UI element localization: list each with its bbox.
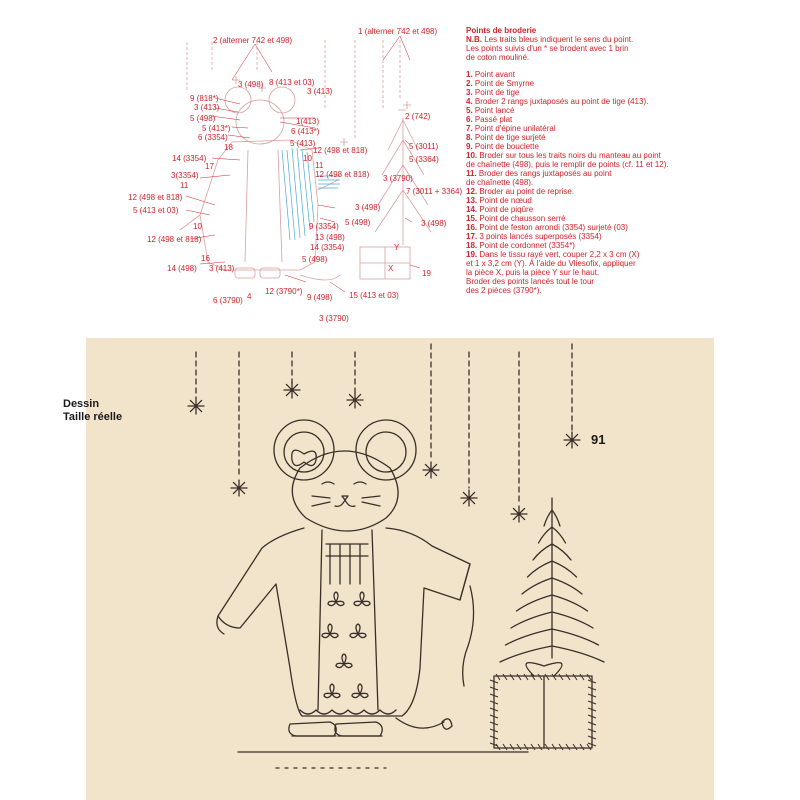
callout: 3(3354): [171, 171, 199, 180]
diagram-drawing: [0, 0, 470, 335]
legend-item: [466, 106, 716, 115]
callout: 3 (3790): [383, 174, 413, 183]
legend-list: [466, 70, 716, 295]
legend-item-text: Broder des rangs juxtaposés au point: [476, 169, 612, 178]
callout: 1 (alterner 742 et 498): [358, 27, 438, 36]
legend-item: [466, 70, 716, 79]
snowflake-star: [461, 490, 477, 506]
legend-item-number: 11.: [466, 169, 477, 178]
legend-note-line: Les points suivis d'un * se brodent avec 1 brin: [466, 44, 629, 53]
callout: 5 (3364): [409, 155, 439, 164]
legend-item-text: Point lancé: [472, 106, 515, 115]
callout: 4: [247, 292, 252, 301]
legend-item-text: Point de nœud: [477, 196, 532, 205]
legend-item: [466, 178, 716, 187]
legend-item-number: 4.: [466, 97, 473, 106]
legend-item-number: 5.: [466, 106, 473, 115]
legend-item: [466, 124, 716, 133]
callout: 10: [303, 154, 312, 163]
legend-item-text: Point de piqûre: [477, 205, 534, 214]
pattern-caption: [63, 398, 122, 424]
page-number: 91: [591, 432, 606, 447]
legend-item-text: Point d'épine unilatéral: [472, 124, 556, 133]
callout: 2 (742): [405, 112, 431, 121]
callout: 5 (413*): [202, 124, 231, 133]
legend-item: [466, 241, 716, 250]
dress-flower: [352, 684, 368, 698]
legend-item-number: 8.: [466, 133, 473, 142]
legend-item-text: Broder au point de reprise.: [477, 187, 575, 196]
legend-item: [466, 214, 716, 223]
legend-item: [466, 250, 716, 259]
legend-item: [466, 79, 716, 88]
snowflake-star: [347, 392, 363, 408]
legend-item-number: 3.: [466, 88, 473, 97]
callout: 3 (498): [421, 219, 447, 228]
callout: 5 (498): [302, 255, 328, 264]
callout: 5 (413 et 03): [133, 206, 179, 215]
nb-text: Les traits bleus indiquent le sens du point.: [482, 35, 634, 44]
legend-item-number: 10.: [466, 151, 478, 160]
legend-item: [466, 196, 716, 205]
callout: 14 (3354): [172, 154, 207, 163]
legend-item-text: de chaînette (498), puis le remplir de points (cf. 11 et 12).: [466, 160, 669, 169]
callout: 17: [205, 162, 214, 171]
legend-item-number: 16.: [466, 223, 478, 232]
legend-item: [466, 133, 716, 142]
callout: 14 (498): [167, 264, 197, 273]
callout-x-piece: X: [388, 264, 394, 273]
legend-item-text: Point de feston arrondi (3354) surjeté (03): [477, 223, 628, 232]
callout: 18: [224, 143, 233, 152]
snowflake-star: [284, 382, 300, 398]
callout: 5 (498): [190, 114, 216, 123]
legend-item: [466, 97, 716, 106]
legend-item-text: la pièce X, puis la pièce Y sur le haut.: [466, 268, 600, 277]
callout: 12 (498 et 818): [315, 170, 370, 179]
legend-item-text: de chaînette (498).: [466, 178, 534, 187]
callout: 6 (3354): [198, 133, 228, 142]
callout: 12 (498 et 818): [128, 193, 183, 202]
dress-flower: [354, 592, 370, 606]
nb-label: N.B.: [466, 35, 482, 44]
callout: 3 (413): [307, 87, 333, 96]
callout: 3 (498): [355, 203, 381, 212]
caption-subtitle: Taille réelle: [63, 411, 123, 423]
callout: 2 (alterner 742 et 498): [213, 36, 293, 45]
legend-item-text: Point de cordonnet (3354*): [477, 241, 575, 250]
legend-title: Points de broderie: [466, 26, 537, 35]
legend-note-line: de coton mouliné.: [466, 53, 530, 62]
legend-item-text: Passé plat: [472, 115, 513, 124]
legend-item-number: 9.: [466, 142, 473, 151]
callout-y-piece: Y: [394, 243, 400, 252]
dress-flower: [322, 624, 338, 638]
legend-item: [466, 286, 716, 295]
callout: 15 (413 et 03): [349, 291, 399, 300]
callout: 11: [180, 181, 189, 190]
legend-item-text: 3 points lancés superposés (3354): [477, 232, 602, 241]
legend-item-text: Dans le tissu rayé vert, couper 2,2 x 3 cm (X): [477, 250, 640, 259]
callout: 10: [193, 222, 202, 231]
dress-flower: [328, 592, 344, 606]
snowflake-star: [511, 506, 527, 522]
legend-item-text: Point de Smyrne: [472, 79, 535, 88]
callout: 1(413): [296, 117, 320, 126]
dress-flower: [324, 684, 340, 698]
legend-item: [466, 151, 716, 160]
legend-item-text: Point de tige: [472, 88, 520, 97]
callout: 3 (413): [209, 264, 235, 273]
callout: 13 (498): [315, 233, 345, 242]
callout: 3 (413): [194, 103, 220, 112]
legend-item-text: Broder sur tous les traits noirs du manteau au point: [477, 151, 661, 160]
snowflake-star: [564, 432, 580, 448]
callout: 9 (498): [307, 293, 333, 302]
callout: 6 (413*): [291, 127, 320, 136]
callout: 5 (413): [290, 139, 316, 148]
legend-item: [466, 115, 716, 124]
legend-item: [466, 259, 716, 268]
legend-item-text: Point de chausson serré: [477, 214, 566, 223]
legend-item-number: 6.: [466, 115, 473, 124]
callout: 3 (3790): [319, 314, 349, 323]
legend-item: [466, 232, 716, 241]
legend-item-text: Point avant: [472, 70, 515, 79]
callout: 6 (3790): [213, 296, 243, 305]
legend-item-text: Point de bouclette: [472, 142, 539, 151]
callout: 9 (3354): [309, 222, 339, 231]
stitch-diagram: [0, 0, 470, 335]
legend-item-number: 17.: [466, 232, 478, 241]
snowflake-star: [188, 398, 204, 414]
callout: 5 (498): [345, 218, 371, 227]
legend-item-number: 14.: [466, 205, 478, 214]
legend-item-text: Broder des points lancés tout le tour: [466, 277, 595, 286]
callout: 9 (818*): [190, 94, 219, 103]
callout: 5 (3011): [409, 142, 439, 151]
embroidery-pattern: [86, 338, 714, 800]
legend-item: [466, 142, 716, 151]
legend-item-number: 2.: [466, 79, 473, 88]
legend-item: [466, 205, 716, 214]
callout: 11: [315, 161, 324, 170]
legend-item: [466, 223, 716, 232]
pattern-drawing: [86, 338, 714, 800]
legend-item-text: Broder 2 rangs juxtaposés au point de tige (413).: [472, 97, 649, 106]
legend-item: [466, 187, 716, 196]
legend-item: [466, 88, 716, 97]
dress-flower: [350, 624, 366, 638]
legend-item-number: 19.: [466, 250, 478, 259]
dress-flower: [336, 654, 352, 668]
legend-item-text: Point de tige surjeté: [472, 133, 546, 142]
legend-item-number: 12.: [466, 187, 478, 196]
snowflake-star: [423, 462, 439, 478]
snowflake-star: [231, 480, 247, 496]
legend-item-number: 1.: [466, 70, 473, 79]
legend-note: [466, 35, 716, 44]
callout: 19: [422, 269, 431, 278]
legend-item-number: 15.: [466, 214, 478, 223]
callout: 12 (498 et 818): [147, 235, 202, 244]
callout: 14 (3354): [310, 243, 345, 252]
caption-title: Dessin: [63, 398, 100, 410]
legend-item: [466, 268, 716, 277]
callout: 8 (413 et 03): [269, 78, 315, 87]
legend-item: [466, 169, 716, 178]
callout: 7 (3011 + 3364): [406, 187, 463, 196]
callout: 3 (498): [238, 80, 264, 89]
callout: 12 (3790*): [265, 287, 303, 296]
legend-item-number: 18.: [466, 241, 478, 250]
legend-item: [466, 160, 716, 169]
legend-item-number: 13.: [466, 196, 478, 205]
stitch-legend: [466, 26, 716, 295]
legend-item-text: et 1 x 3,2 cm (Y). À l'aide du Vliesofix, appliquer: [466, 259, 636, 268]
legend-item: [466, 277, 716, 286]
callout: 12 (498 et 818): [313, 146, 368, 155]
callout: 16: [201, 254, 210, 263]
legend-item-number: 7.: [466, 124, 473, 133]
legend-item-text: des 2 pièces (3790*).: [466, 286, 542, 295]
